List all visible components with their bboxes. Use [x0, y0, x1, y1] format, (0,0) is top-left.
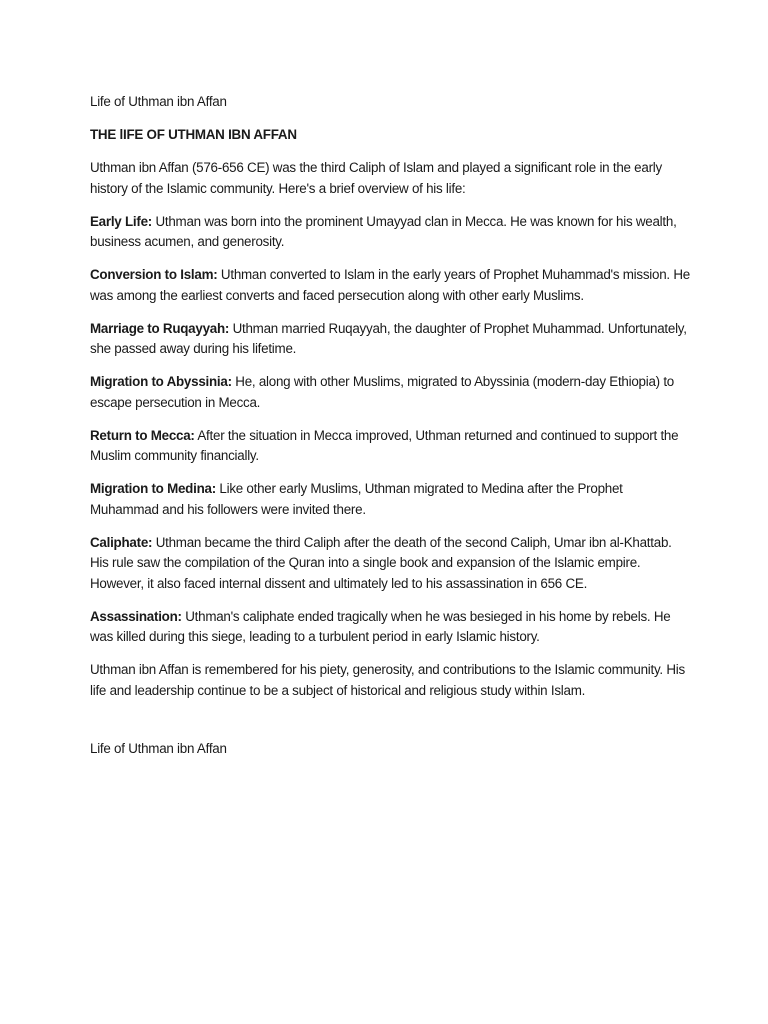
section-text: He, along with other Muslims, migrated to Abyssinia (modern-day Ethiopia) to escape persecution in Mecca.	[90, 374, 675, 410]
section-text: Uthman married Ruqayyah, the daughter of Prophet Muhammad. Unfortunately, she passed away during his lifetime.	[90, 320, 687, 356]
section-early-life	[90, 212, 690, 253]
document-page	[90, 92, 690, 714]
conclusion-paragraph: Uthman ibn Affan is remembered for his piety, generosity, and contributions to the Islamic community. His life and leadership continue to be a subject of historical and religious study within Islam.	[90, 662, 685, 698]
section-term: Marriage to Ruqayyah:	[90, 320, 230, 336]
section-term: Migration to Medina:	[90, 481, 216, 496]
section-assassination	[90, 607, 690, 648]
section-migration-to-abyssinia	[90, 372, 690, 413]
section-term: Return to Mecca:	[90, 427, 195, 443]
document-heading: THE lIFE OF UTHMAN IBN AFFAN	[90, 127, 297, 142]
section-text: Uthman converted to Islam in the early years of Prophet Muhammad's mission. He was among the earliest converts and faced persecution along with other early Muslims.	[90, 267, 690, 303]
section-return-to-mecca	[90, 426, 690, 467]
section-marriage-to-ruqayyah	[90, 319, 690, 360]
intro-paragraph: Uthman ibn Affan (576-656 CE) was the third Caliph of Islam and played a significant role in the early history of the Islamic community. Here's a brief overview of his life:	[90, 160, 662, 196]
section-term: Conversion to Islam:	[90, 267, 218, 282]
section-term: Assassination:	[90, 608, 182, 624]
section-conversion-to-islam	[90, 265, 690, 306]
document-title: Life of Uthman ibn Affan	[90, 94, 227, 109]
section-term: Migration to Abyssinia:	[90, 374, 232, 389]
footer-title: Life of Uthman ibn Affan	[90, 741, 227, 756]
section-term: Early Life:	[90, 213, 152, 229]
section-text: Uthman's caliphate ended tragically when he was besieged in his home by rebels. He was killed during this siege, leading to a turbulent period in early Islamic history.	[90, 608, 671, 644]
section-text: After the situation in Mecca improved, Uthman returned and continued to support the Muslim community financially.	[90, 427, 679, 463]
section-caliphate	[90, 533, 690, 595]
section-migration-to-medina	[90, 479, 690, 520]
section-text: Like other early Muslims, Uthman migrated to Medina after the Prophet Muhammad and his followers were invited there.	[90, 481, 623, 517]
section-term: Caliphate:	[90, 534, 153, 550]
section-text: Uthman was born into the prominent Umayyad clan in Mecca. He was known for his wealth, business acumen, and generosity.	[90, 213, 677, 249]
section-text: Uthman became the third Caliph after the death of the second Caliph, Umar ibn al-Khattab. His rule saw the compilation of the Quran into a single book and expansion of the Islamic empire. However, it also faced internal dissent and ultimately led to his assassination in 656 CE.	[90, 534, 672, 591]
